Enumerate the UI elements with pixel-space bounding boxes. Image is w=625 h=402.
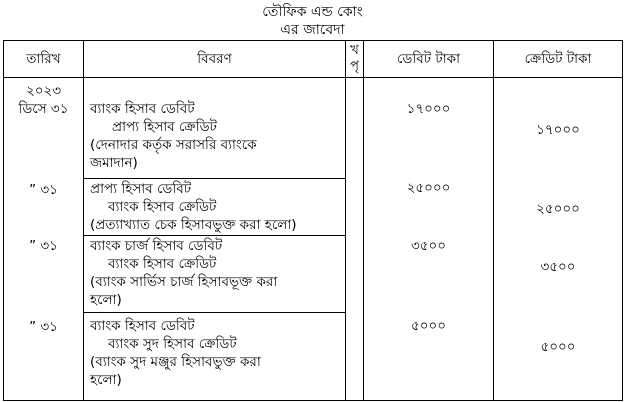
entry-4-narration-line-2: হলো) [90,372,122,388]
entry-4-debit-line: ব্যাংক হিসাব ডেবিট [90,318,195,334]
entry-1-narration-line-2: জমাদান) [90,155,138,171]
journal-table [3,40,623,401]
ledger-folio-header-top: খ [350,43,359,58]
entry-4-debit-amount: ৫০০০ [410,318,447,334]
journal-header-row [4,41,623,78]
entry-3-narration-line-2: হলো) [90,292,122,308]
entry-1-debit-line: ব্যাংক হিসাব ডেবিট [90,101,195,117]
entry-1-debit-amount: ১৭০০০ [406,101,451,117]
date-column-header: তারিখ [4,41,84,78]
entry-3-debit-amount: ৩৫০০ [410,238,447,254]
ledger-folio-column-header [346,41,364,78]
date-cell [4,78,84,401]
entry-1-date: ডিসে ৩১ [18,101,69,117]
entry-3-description [84,236,345,313]
entry-4-description [84,313,345,400]
entry-1-description [84,78,345,179]
entry-3-credit-amount: ৩৫০০ [540,259,576,275]
entry-3-narration-line-1: (ব্যাংক সার্ভিস চার্জ হিসাবভূক্ত করা [90,274,278,290]
entry-4-credit-amount: ৫০০০ [540,339,576,355]
debit-cell [364,78,494,401]
debit-column-header: ডেবিট টাকা [364,41,494,78]
entry-2-credit-amount: ২৫০০০ [536,201,580,217]
entry-3-credit-line: ব্যাংক হিসাব ক্রেডিট [108,256,217,272]
entry-2-credit-line: ব্যাংক হিসাব ক্রেডিট [108,199,217,215]
journal-body-row [4,78,623,401]
description-column-header: বিবরণ [84,41,346,78]
entry-1-narration-line-1: (দেনাদার কর্তৃক সরাসরি ব্যাংকে [90,137,257,153]
entry-4-credit-line: ব্যাংক সুদ হিসাব ক্রেডিট [108,336,237,352]
journal-subtitle: এর জাবেদা [280,22,345,38]
description-cell [84,78,346,401]
credit-cell [494,78,623,401]
entry-3-date: ” ৩১ [29,238,58,254]
entry-1-year: ২০২৩ [25,83,62,99]
entry-4-date: ” ৩১ [29,319,58,335]
entry-2-debit-amount: ২৫০০০ [406,180,451,196]
entry-2-debit-line: প্রাপ্য হিসাব ডেবিট [90,181,192,197]
company-title: তৌফিক এন্ড কোং [262,4,363,20]
entry-3-debit-line: ব্যাংক চার্জ হিসাব ডেবিট [90,238,223,254]
ledger-folio-header-bottom: পৃ [350,59,359,74]
entry-1-credit-amount: ১৭০০০ [536,122,580,138]
entry-2-description [84,179,345,236]
entry-1-credit-line: প্রাপ্য হিসাব ক্রেডিট [112,119,217,135]
entry-4-narration-line-1: (ব্যাংক সুদ মঞ্জুর হিসাবভুক্ত করা [90,354,261,370]
credit-column-header: ক্রেডিট টাকা [494,41,623,78]
entry-2-date: ” ৩১ [29,182,58,198]
entry-2-narration-line-1: (প্রত্যাখ্যাত চেক হিসাবভুক্ত করা হলো) [90,217,297,233]
ledger-folio-cell [346,78,364,401]
